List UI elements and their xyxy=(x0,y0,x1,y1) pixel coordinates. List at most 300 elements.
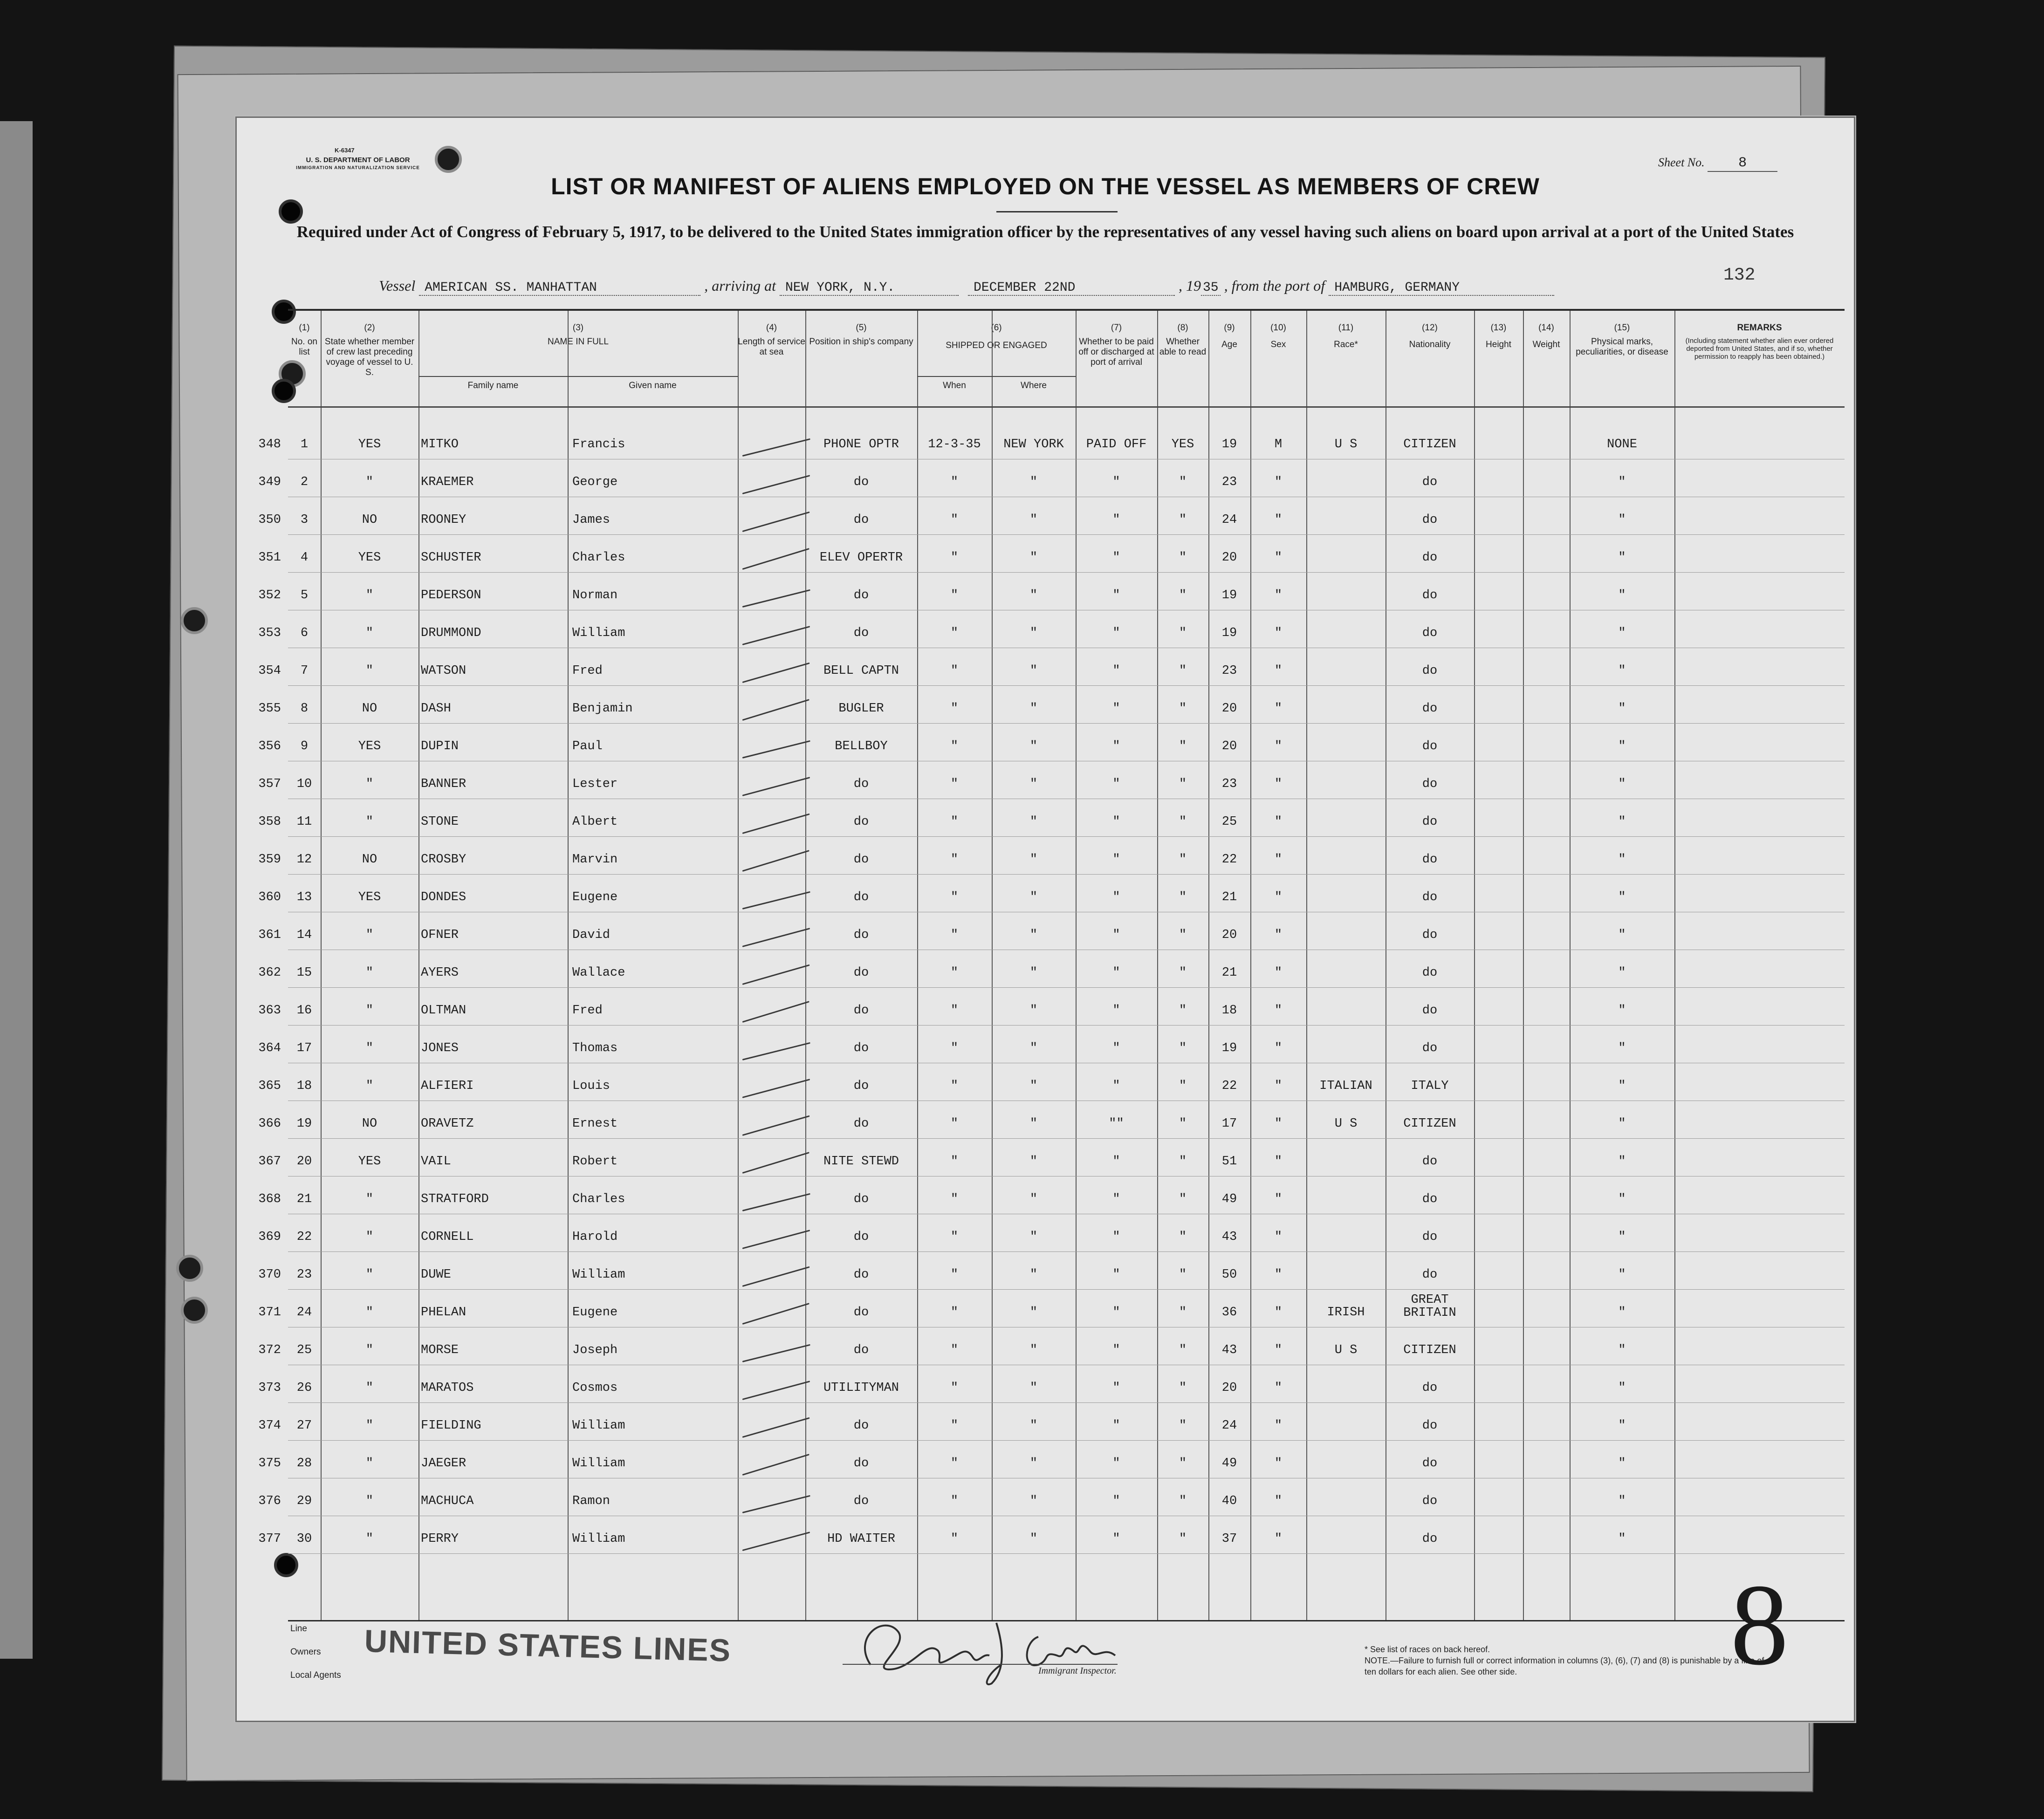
department-label xyxy=(281,156,435,172)
cell-paid-off: " xyxy=(1112,739,1120,753)
cell-shipped-when: " xyxy=(950,1041,959,1055)
sheet-number-label: Sheet No. xyxy=(1658,156,1705,169)
cell-position: do xyxy=(853,777,869,791)
cell-position: do xyxy=(853,475,869,489)
col-header-height: (13) Height xyxy=(1486,323,1511,349)
owners-label: Owners xyxy=(290,1647,321,1657)
cell-age: 50 xyxy=(1221,1268,1237,1282)
cell-given-name: Ernest xyxy=(572,1117,618,1131)
cell-able-to-read: " xyxy=(1179,815,1187,829)
cell-able-to-read: " xyxy=(1179,1041,1187,1055)
cell-physical-marks: " xyxy=(1618,1117,1626,1131)
cell-able-to-read: YES xyxy=(1171,438,1194,451)
cell-physical-marks: " xyxy=(1618,626,1626,640)
cell-family-name: WATSON xyxy=(421,664,466,678)
cell-family-name: DUPIN xyxy=(421,739,459,753)
service-length-check-mark xyxy=(742,626,810,645)
cell-shipped-when: " xyxy=(950,588,959,602)
service-length-check-mark xyxy=(742,663,810,683)
cell-physical-marks: " xyxy=(1618,928,1626,942)
cell-shipped-when: " xyxy=(950,1004,959,1018)
cell-previous-voyage: " xyxy=(365,664,374,678)
cell-previous-voyage: " xyxy=(365,1079,374,1093)
cell-race: U S xyxy=(1334,438,1358,451)
cell-list-number: 1 xyxy=(300,438,309,451)
cell-previous-voyage: " xyxy=(365,1230,374,1244)
col-header-weight: (14) Weight xyxy=(1532,323,1560,349)
cell-paid-off: " xyxy=(1112,890,1120,904)
cell-position: do xyxy=(853,513,869,527)
header-subrule xyxy=(418,376,738,377)
cell-given-name: Fred xyxy=(572,664,603,678)
cell-list-number: 6 xyxy=(300,626,309,640)
cell-nationality: CITIZEN xyxy=(1403,1117,1456,1131)
cell-given-name: Thomas xyxy=(572,1041,618,1055)
cell-physical-marks: " xyxy=(1618,1494,1626,1508)
cell-sex: " xyxy=(1274,1532,1283,1546)
cell-race: U S xyxy=(1334,1343,1358,1357)
cell-nationality: do xyxy=(1422,928,1438,942)
cell-family-name: STRATFORD xyxy=(421,1192,489,1206)
cell-sex: " xyxy=(1274,1192,1283,1206)
cell-given-name: Robert xyxy=(572,1155,618,1169)
cell-nationality: do xyxy=(1422,588,1438,602)
margin-line-number: 366 xyxy=(258,1117,281,1131)
margin-line-number: 349 xyxy=(258,475,281,489)
column-rule xyxy=(1523,311,1524,1620)
cell-age: 22 xyxy=(1221,853,1237,867)
service-length-check-mark xyxy=(742,1454,809,1476)
cell-sex: " xyxy=(1274,1230,1283,1244)
cell-physical-marks: " xyxy=(1618,475,1626,489)
punch-hole xyxy=(435,146,462,173)
cell-nationality: do xyxy=(1422,1192,1438,1206)
column-rule xyxy=(568,311,569,1620)
cell-paid-off: " xyxy=(1112,1343,1120,1357)
title-divider xyxy=(996,211,1118,212)
cell-previous-voyage: " xyxy=(365,1041,374,1055)
cell-previous-voyage: NO xyxy=(362,853,377,867)
cell-list-number: 11 xyxy=(296,815,312,829)
cell-paid-off: PAID OFF xyxy=(1086,438,1147,451)
cell-age: 25 xyxy=(1221,815,1237,829)
cell-physical-marks: " xyxy=(1618,1192,1626,1206)
page-title: LIST OR MANIFEST OF ALIENS EMPLOYED ON THE VESSEL AS MEMBERS OF CREW xyxy=(551,173,1540,199)
service-length-check-mark xyxy=(742,548,809,570)
cell-paid-off: " xyxy=(1112,853,1120,867)
cell-physical-marks: " xyxy=(1618,1268,1626,1282)
cell-physical-marks: " xyxy=(1618,1306,1626,1320)
cell-list-number: 30 xyxy=(296,1532,312,1546)
cell-sex: " xyxy=(1274,853,1283,867)
cell-shipped-when: " xyxy=(950,626,959,640)
cell-previous-voyage: " xyxy=(365,1343,374,1357)
cell-able-to-read: " xyxy=(1179,1192,1187,1206)
cell-given-name: Harold xyxy=(572,1230,618,1244)
cell-able-to-read: " xyxy=(1179,551,1187,565)
cell-physical-marks: " xyxy=(1618,1079,1626,1093)
cell-able-to-read: " xyxy=(1179,966,1187,980)
col-header-paid-off: (7) Whether to be paid off or discharged at port of arrival xyxy=(1078,323,1154,367)
sheet-number-field xyxy=(1658,155,1777,172)
cell-sex: " xyxy=(1274,928,1283,942)
cell-shipped-where: " xyxy=(1029,1419,1038,1433)
service-length-check-mark xyxy=(742,699,809,721)
cell-able-to-read: " xyxy=(1179,890,1187,904)
cell-previous-voyage: YES xyxy=(358,438,381,451)
cell-physical-marks: " xyxy=(1618,513,1626,527)
cell-sex: " xyxy=(1274,588,1283,602)
cell-sex: " xyxy=(1274,702,1283,716)
cell-list-number: 9 xyxy=(300,739,309,753)
page-subtitle: Required under Act of Congress of February 5, 1917, to be delivered to the United States immigration officer by the representatives of any vessel having such aliens on board upon arrival at a port of the United States xyxy=(296,223,1794,241)
col-header-previous-voyage: (2) State whether member of crew last preceding voyage of vessel to U. S. xyxy=(324,323,415,377)
cell-nationality: GREAT BRITAIN xyxy=(1403,1293,1456,1320)
cell-physical-marks: " xyxy=(1618,777,1626,791)
cell-shipped-where: " xyxy=(1029,1532,1038,1546)
column-rule xyxy=(738,311,739,1620)
cell-physical-marks: " xyxy=(1618,1041,1626,1055)
cell-shipped-when: " xyxy=(950,777,959,791)
cell-sex: " xyxy=(1274,739,1283,753)
cell-sex: M xyxy=(1274,438,1283,451)
arriving-label: , arriving at xyxy=(704,277,776,294)
cell-family-name: ORAVETZ xyxy=(421,1117,474,1131)
cell-given-name: Fred xyxy=(572,1004,603,1018)
cell-shipped-where: " xyxy=(1029,928,1038,942)
cell-shipped-where: " xyxy=(1029,664,1038,678)
cell-sex: " xyxy=(1274,1117,1283,1131)
table-row-rule xyxy=(288,987,1845,988)
cell-previous-voyage: " xyxy=(365,1306,374,1320)
inspector-label: Immigrant Inspector. xyxy=(1038,1666,1117,1676)
cell-given-name: Lester xyxy=(572,777,618,791)
cell-sex: " xyxy=(1274,1041,1283,1055)
cell-position: do xyxy=(853,1494,869,1508)
cell-able-to-read: " xyxy=(1179,777,1187,791)
cell-previous-voyage: " xyxy=(365,1268,374,1282)
margin-line-number: 357 xyxy=(258,777,281,791)
cell-able-to-read: " xyxy=(1179,1079,1187,1093)
cell-age: 23 xyxy=(1221,777,1237,791)
cell-age: 36 xyxy=(1221,1306,1237,1320)
cell-shipped-when: " xyxy=(950,1532,959,1546)
cell-sex: " xyxy=(1274,475,1283,489)
cell-age: 19 xyxy=(1221,588,1237,602)
margin-line-number: 350 xyxy=(258,513,281,527)
table-row-rule xyxy=(288,1251,1845,1252)
cell-shipped-where: " xyxy=(1029,1117,1038,1131)
cell-shipped-when: " xyxy=(950,815,959,829)
cell-physical-marks: NONE xyxy=(1607,438,1637,451)
cell-shipped-when: " xyxy=(950,1343,959,1357)
cell-list-number: 20 xyxy=(296,1155,312,1169)
cell-given-name: James xyxy=(572,513,610,527)
cell-previous-voyage: YES xyxy=(358,890,381,904)
col-header-family-name: Family name xyxy=(467,381,519,390)
penalty-note: NOTE.—Failure to furnish full or correct information in columns (3), (6), (7) and (8) is punishable by a fine of ten dollars for each alien. See other side. xyxy=(1365,1656,1764,1676)
service-length-check-mark xyxy=(742,1193,810,1211)
cell-list-number: 25 xyxy=(296,1343,312,1357)
margin-line-number: 371 xyxy=(258,1306,281,1320)
table-row-rule xyxy=(288,1289,1845,1290)
cell-shipped-when: " xyxy=(950,475,959,489)
cell-sex: " xyxy=(1274,1381,1283,1395)
vessel-label: Vessel xyxy=(379,277,416,294)
col-header-where: Where xyxy=(1021,381,1047,390)
cell-previous-voyage: " xyxy=(365,1192,374,1206)
cell-nationality: do xyxy=(1422,475,1438,489)
cell-paid-off: " xyxy=(1112,1230,1120,1244)
cell-able-to-read: " xyxy=(1179,626,1187,640)
cell-family-name: PERRY xyxy=(421,1532,459,1546)
service-length-check-mark xyxy=(742,1344,810,1362)
cell-paid-off: " xyxy=(1112,588,1120,602)
cell-shipped-when: " xyxy=(950,1192,959,1206)
column-rule xyxy=(1674,311,1675,1620)
margin-line-number: 361 xyxy=(258,928,281,942)
cell-paid-off: " xyxy=(1112,815,1120,829)
margin-line-number: 354 xyxy=(258,664,281,678)
cell-previous-voyage: " xyxy=(365,1419,374,1433)
cell-shipped-where: " xyxy=(1029,815,1038,829)
cell-family-name: OLTMAN xyxy=(421,1004,466,1018)
cell-able-to-read: " xyxy=(1179,853,1187,867)
margin-line-number: 373 xyxy=(258,1381,281,1395)
service-length-check-mark xyxy=(742,777,810,796)
service-length-check-mark xyxy=(742,1079,810,1098)
vessel-name: AMERICAN SS. MANHATTAN xyxy=(419,280,700,296)
cell-sex: " xyxy=(1274,890,1283,904)
service-length-check-mark xyxy=(742,1495,810,1513)
cell-shipped-where: " xyxy=(1029,853,1038,867)
cell-paid-off: " xyxy=(1112,1306,1120,1320)
cell-physical-marks: " xyxy=(1618,1381,1626,1395)
margin-line-number: 351 xyxy=(258,551,281,565)
cell-age: 43 xyxy=(1221,1343,1237,1357)
cell-shipped-where: " xyxy=(1029,1306,1038,1320)
cell-nationality: do xyxy=(1422,890,1438,904)
cell-previous-voyage: " xyxy=(365,1381,374,1395)
cell-position: do xyxy=(853,1268,869,1282)
cell-sex: " xyxy=(1274,1268,1283,1282)
table-row-rule xyxy=(288,1138,1845,1139)
cell-age: 21 xyxy=(1221,890,1237,904)
cell-able-to-read: " xyxy=(1179,1117,1187,1131)
cell-family-name: DUWE xyxy=(421,1268,451,1282)
cell-given-name: George xyxy=(572,475,618,489)
service-length-check-mark xyxy=(742,1532,810,1551)
service-length-check-mark xyxy=(742,814,810,834)
local-agents-label: Local Agents xyxy=(290,1670,341,1680)
cell-given-name: Albert xyxy=(572,815,618,829)
cell-given-name: Joseph xyxy=(572,1343,618,1357)
department-name: U. S. DEPARTMENT OF LABOR xyxy=(306,156,410,164)
cell-shipped-where: " xyxy=(1029,966,1038,980)
margin-line-number: 368 xyxy=(258,1192,281,1206)
cell-nationality: do xyxy=(1422,1041,1438,1055)
arrival-date: DECEMBER 22ND xyxy=(968,280,1175,296)
cell-nationality: CITIZEN xyxy=(1403,1343,1456,1357)
cell-family-name: MACHUCA xyxy=(421,1494,474,1508)
margin-line-number: 356 xyxy=(258,739,281,753)
margin-line-number: 370 xyxy=(258,1268,281,1282)
cell-previous-voyage: " xyxy=(365,1004,374,1018)
cell-able-to-read: " xyxy=(1179,475,1187,489)
cell-position: do xyxy=(853,1457,869,1470)
cell-nationality: do xyxy=(1422,664,1438,678)
cell-physical-marks: " xyxy=(1618,664,1626,678)
cell-family-name: PHELAN xyxy=(421,1306,466,1320)
margin-line-number: 365 xyxy=(258,1079,281,1093)
cell-position: do xyxy=(853,1419,869,1433)
vessel-line xyxy=(379,277,1554,296)
service-length-check-mark xyxy=(742,1115,810,1136)
cell-able-to-read: " xyxy=(1179,664,1187,678)
cell-list-number: 29 xyxy=(296,1494,312,1508)
cell-age: 24 xyxy=(1221,513,1237,527)
cell-shipped-when: " xyxy=(950,1306,959,1320)
service-length-check-mark xyxy=(742,512,810,532)
column-rule xyxy=(1474,311,1475,1620)
cell-physical-marks: " xyxy=(1618,1004,1626,1018)
cell-given-name: Marvin xyxy=(572,853,618,867)
footnote xyxy=(1365,1644,1765,1677)
cell-previous-voyage: " xyxy=(365,1494,374,1508)
cell-given-name: Eugene xyxy=(572,1306,618,1320)
cell-nationality: do xyxy=(1422,551,1438,565)
cell-list-number: 26 xyxy=(296,1381,312,1395)
cell-able-to-read: " xyxy=(1179,1532,1187,1546)
cell-given-name: Ramon xyxy=(572,1494,610,1508)
cell-age: 49 xyxy=(1221,1192,1237,1206)
col-header-nationality: (12) Nationality xyxy=(1409,323,1451,349)
cell-shipped-where: " xyxy=(1029,1230,1038,1244)
cell-paid-off: " xyxy=(1112,475,1120,489)
cell-given-name: William xyxy=(572,1268,625,1282)
cell-shipped-where: " xyxy=(1029,739,1038,753)
cell-nationality: do xyxy=(1422,702,1438,716)
service-length-check-mark xyxy=(742,850,809,872)
cell-shipped-where: " xyxy=(1029,1457,1038,1470)
cell-family-name: DRUMMOND xyxy=(421,626,481,640)
cell-shipped-when: " xyxy=(950,1230,959,1244)
cell-previous-voyage: YES xyxy=(358,739,381,753)
cell-physical-marks: " xyxy=(1618,966,1626,980)
cell-list-number: 10 xyxy=(296,777,312,791)
cell-physical-marks: " xyxy=(1618,1457,1626,1470)
cell-shipped-when: 12-3-35 xyxy=(928,438,981,451)
cell-nationality: ITALY xyxy=(1411,1079,1449,1093)
cell-sex: " xyxy=(1274,1457,1283,1470)
cell-age: 20 xyxy=(1221,702,1237,716)
cell-able-to-read: " xyxy=(1179,513,1187,527)
cell-age: 20 xyxy=(1221,551,1237,565)
cell-list-number: 7 xyxy=(300,664,309,678)
cell-family-name: CORNELL xyxy=(421,1230,474,1244)
margin-line-number: 355 xyxy=(258,702,281,716)
cell-paid-off: " xyxy=(1112,1192,1120,1206)
cell-previous-voyage: YES xyxy=(358,551,381,565)
cell-paid-off: " xyxy=(1112,702,1120,716)
service-length-check-mark xyxy=(742,740,810,759)
col-header-given-name: Given name xyxy=(629,381,677,390)
cell-nationality: do xyxy=(1422,1004,1438,1018)
cell-position: HD WAITER xyxy=(827,1532,895,1546)
margin-line-number: 353 xyxy=(258,626,281,640)
cell-age: 19 xyxy=(1221,626,1237,640)
cell-previous-voyage: " xyxy=(365,475,374,489)
cell-list-number: 16 xyxy=(296,1004,312,1018)
table-row-rule xyxy=(288,572,1845,573)
cell-able-to-read: " xyxy=(1179,702,1187,716)
cell-previous-voyage: " xyxy=(365,1457,374,1470)
owners-stamp: UNITED STATES LINES xyxy=(364,1623,732,1669)
cell-sex: " xyxy=(1274,513,1283,527)
margin-line-number: 367 xyxy=(258,1155,281,1169)
cell-sex: " xyxy=(1274,1494,1283,1508)
cell-shipped-when: " xyxy=(950,966,959,980)
cell-family-name: VAIL xyxy=(421,1155,451,1169)
cell-nationality: CITIZEN xyxy=(1403,438,1456,451)
cell-age: 17 xyxy=(1221,1117,1237,1131)
cell-previous-voyage: " xyxy=(365,626,374,640)
cell-list-number: 19 xyxy=(296,1117,312,1131)
service-length-check-mark xyxy=(742,1152,809,1174)
cell-race: IRISH xyxy=(1327,1306,1365,1320)
cell-family-name: FIELDING xyxy=(421,1419,481,1433)
cell-nationality: do xyxy=(1422,739,1438,753)
cell-physical-marks: " xyxy=(1618,815,1626,829)
cell-shipped-where: " xyxy=(1029,1192,1038,1206)
cell-physical-marks: " xyxy=(1618,1343,1626,1357)
cell-previous-voyage: " xyxy=(365,777,374,791)
cell-family-name: BANNER xyxy=(421,777,466,791)
cell-age: 51 xyxy=(1221,1155,1237,1169)
cell-sex: " xyxy=(1274,815,1283,829)
cell-paid-off: " xyxy=(1112,1004,1120,1018)
cell-position: do xyxy=(853,588,869,602)
cell-list-number: 3 xyxy=(300,513,309,527)
handwritten-sheet-number: 8 xyxy=(1730,1560,1789,1689)
form-number: K-6347 xyxy=(335,147,355,154)
table-row-rule xyxy=(288,685,1845,686)
cell-previous-voyage: YES xyxy=(358,1155,381,1169)
cell-physical-marks: " xyxy=(1618,1419,1626,1433)
adjacent-page-edge xyxy=(0,121,33,1659)
cell-shipped-when: " xyxy=(950,1457,959,1470)
service-length-check-mark xyxy=(742,1042,810,1060)
cell-shipped-where: " xyxy=(1029,1268,1038,1282)
cell-nationality: do xyxy=(1422,1230,1438,1244)
cell-age: 43 xyxy=(1221,1230,1237,1244)
cell-shipped-where: " xyxy=(1029,777,1038,791)
cell-shipped-where: " xyxy=(1029,626,1038,640)
cell-position: do xyxy=(853,853,869,867)
col-header-shipped: (6) SHIPPED OR ENGAGED xyxy=(946,323,1047,350)
cell-shipped-when: " xyxy=(950,890,959,904)
cell-physical-marks: " xyxy=(1618,588,1626,602)
col-header-position: (5) Position in ship's company xyxy=(809,323,913,347)
punch-hole xyxy=(181,1297,208,1324)
service-length-check-mark xyxy=(742,1266,810,1287)
cell-sex: " xyxy=(1274,1306,1283,1320)
cell-able-to-read: " xyxy=(1179,1268,1187,1282)
cell-shipped-when: " xyxy=(950,928,959,942)
col-header-physical-marks: (15) Physical marks, peculiarities, or disease xyxy=(1576,323,1668,357)
cell-list-number: 8 xyxy=(300,702,309,716)
cell-sex: " xyxy=(1274,777,1283,791)
